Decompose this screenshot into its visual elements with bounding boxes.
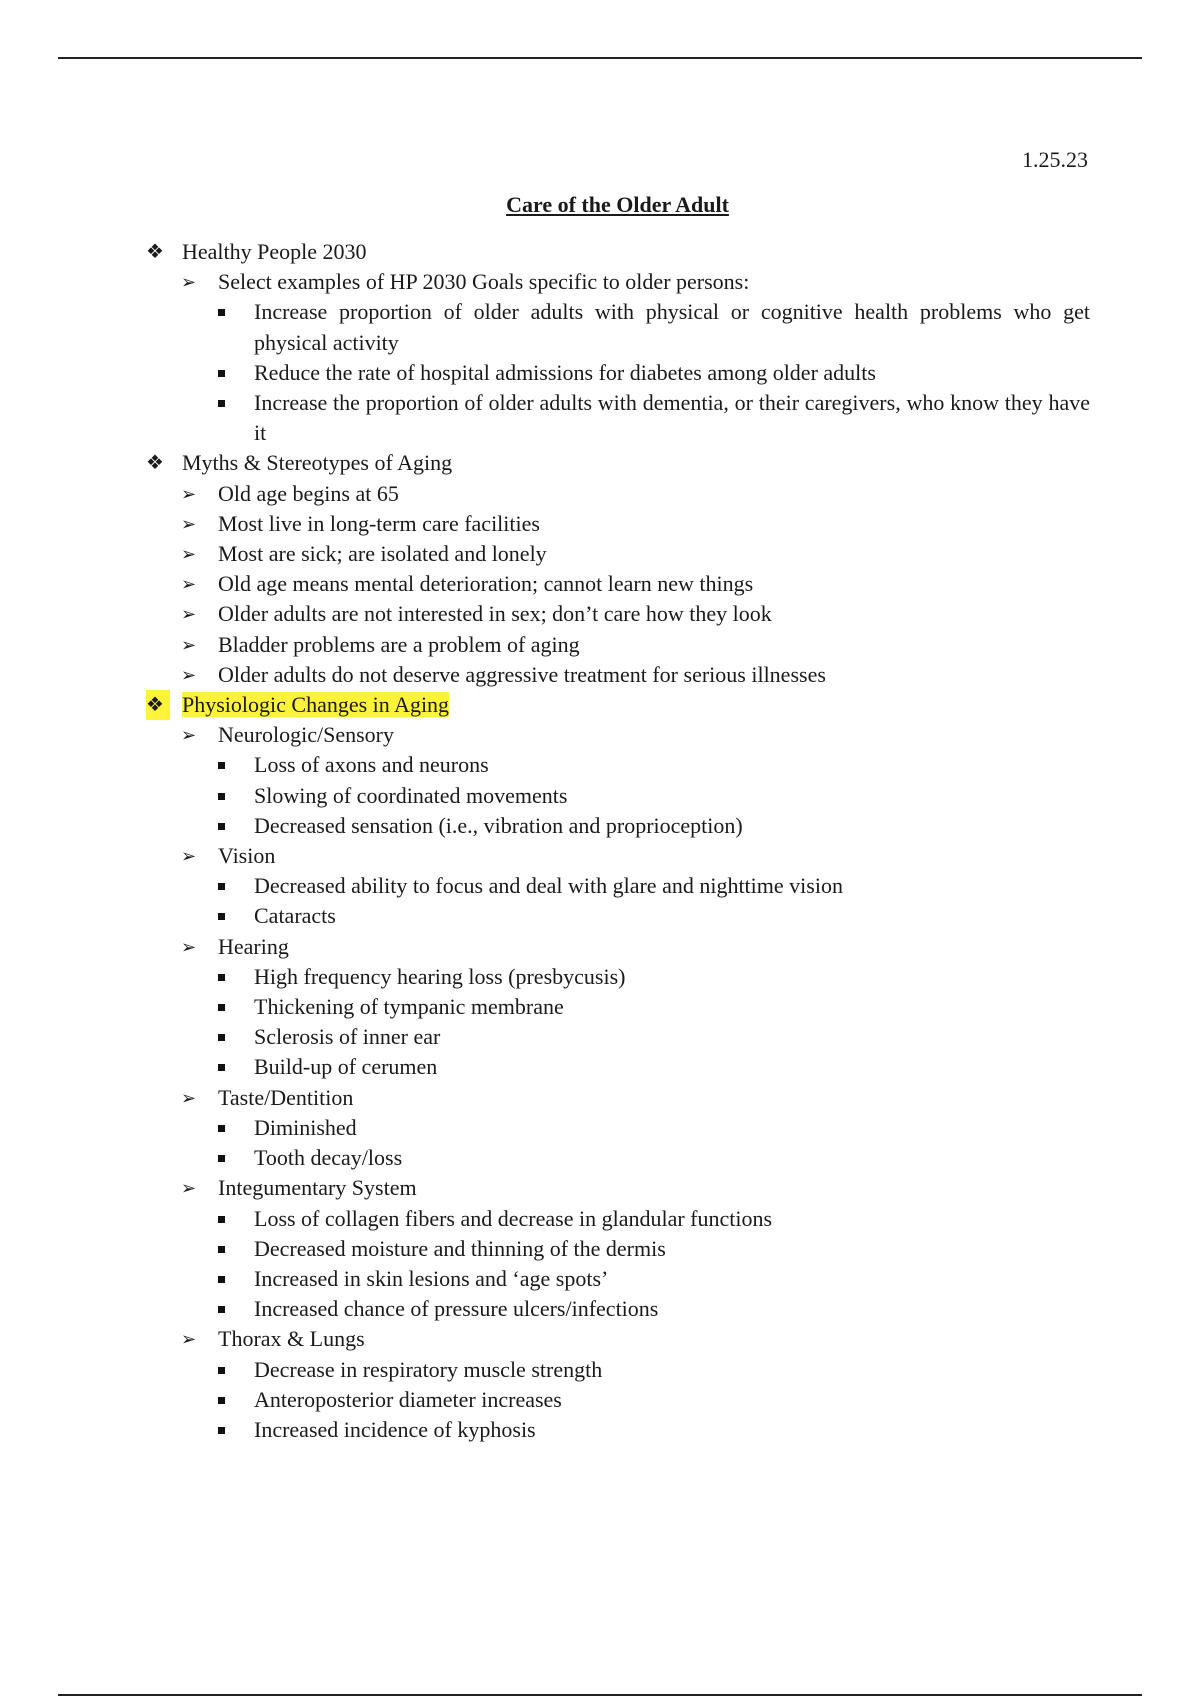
list-item-text: Vision bbox=[218, 843, 276, 869]
list-item-text: Older adults do not deserve aggressive treatment for serious illnesses bbox=[218, 661, 826, 687]
list-item-text: Neurologic/Sensory bbox=[218, 722, 394, 748]
sub-list-item-text: Increase proportion of older adults with physical or cognitive health problems who get physical activity bbox=[254, 299, 1090, 355]
list-item bbox=[146, 932, 1090, 962]
square-bullet-icon bbox=[218, 750, 228, 780]
bottom-rule bbox=[58, 1694, 1142, 1696]
sub-list-item-text: Increased incidence of kyphosis bbox=[254, 1416, 536, 1442]
square-bullet-icon bbox=[218, 811, 228, 841]
sub-list-item-text: Decreased ability to focus and deal with glare and nighttime vision bbox=[254, 873, 843, 899]
list-item bbox=[146, 509, 1090, 539]
sub-list-item-text: Loss of axons and neurons bbox=[254, 752, 489, 778]
sub-list-item-text: Decreased moisture and thinning of the dermis bbox=[254, 1235, 666, 1261]
list-item bbox=[146, 630, 1090, 660]
square-bullet-icon bbox=[218, 901, 228, 931]
sub-list-item bbox=[146, 1355, 1090, 1385]
square-bullet-icon bbox=[218, 1143, 228, 1173]
sub-list-item bbox=[146, 781, 1090, 811]
arrowhead-bullet-icon: ➢ bbox=[181, 574, 197, 595]
list-item-text: Bladder problems are a problem of aging bbox=[218, 631, 580, 657]
diamond-bullet-icon: ❖ bbox=[146, 452, 164, 475]
sub-list-item bbox=[146, 1234, 1090, 1264]
arrowhead-bullet-icon: ➢ bbox=[181, 544, 197, 565]
list-item bbox=[146, 569, 1090, 599]
list-item-text: Old age means mental deterioration; cannot learn new things bbox=[218, 571, 754, 597]
sub-list-item-text: Reduce the rate of hospital admissions for diabetes among older adults bbox=[254, 359, 876, 385]
arrowhead-bullet-icon: ➢ bbox=[181, 1329, 197, 1350]
sub-list-item bbox=[146, 1294, 1090, 1324]
section-heading-text: Myths & Stereotypes of Aging bbox=[182, 450, 453, 476]
list-item-text: Most live in long-term care facilities bbox=[218, 510, 540, 536]
list-item-text: Taste/Dentition bbox=[218, 1084, 354, 1110]
section-heading bbox=[146, 690, 1090, 720]
arrowhead-bullet-icon: ➢ bbox=[181, 936, 197, 957]
section-heading-text: Physiologic Changes in Aging bbox=[182, 692, 450, 718]
section-heading bbox=[146, 448, 1090, 478]
square-bullet-icon bbox=[218, 1113, 228, 1143]
top-rule bbox=[58, 57, 1142, 59]
list-item-text: Thorax & Lungs bbox=[218, 1326, 365, 1352]
square-bullet-icon bbox=[218, 781, 228, 811]
arrowhead-bullet-icon: ➢ bbox=[181, 604, 197, 625]
arrowhead-bullet-icon: ➢ bbox=[181, 483, 197, 504]
square-bullet-icon bbox=[218, 1294, 228, 1324]
list-item-text: Most are sick; are isolated and lonely bbox=[218, 541, 547, 567]
outline-list bbox=[146, 237, 1090, 1445]
sub-list-item bbox=[146, 992, 1090, 1022]
square-bullet-icon bbox=[218, 1204, 228, 1234]
square-bullet-icon bbox=[218, 1234, 228, 1264]
list-item bbox=[146, 1173, 1090, 1203]
sub-list-item-text: Sclerosis of inner ear bbox=[254, 1024, 441, 1050]
square-bullet-icon bbox=[218, 1415, 228, 1445]
sub-list-item-text: Increased chance of pressure ulcers/infections bbox=[254, 1296, 659, 1322]
list-item-text: Integumentary System bbox=[218, 1175, 417, 1201]
square-bullet-icon bbox=[218, 388, 228, 418]
sub-list-item bbox=[146, 1113, 1090, 1143]
arrowhead-bullet-icon: ➢ bbox=[181, 272, 197, 293]
sub-list-item bbox=[146, 1264, 1090, 1294]
square-bullet-icon bbox=[218, 871, 228, 901]
diamond-bullet-icon: ❖ bbox=[146, 241, 164, 263]
square-bullet-icon bbox=[218, 297, 228, 327]
sub-list-item bbox=[146, 962, 1090, 992]
sub-list-item bbox=[146, 297, 1090, 357]
list-item bbox=[146, 479, 1090, 509]
sub-list-item bbox=[146, 358, 1090, 388]
sub-list-item bbox=[146, 1385, 1090, 1415]
arrowhead-bullet-icon: ➢ bbox=[181, 846, 197, 867]
list-item bbox=[146, 720, 1090, 750]
sub-list-item bbox=[146, 871, 1090, 901]
diamond-bullet-icon: ❖ bbox=[146, 690, 170, 720]
list-item-text: Old age begins at 65 bbox=[218, 480, 399, 506]
sub-list-item-text: Increased in skin lesions and ‘age spots’ bbox=[254, 1265, 609, 1291]
sub-list-item-text: Loss of collagen fibers and decrease in glandular functions bbox=[254, 1205, 773, 1231]
sub-list-item bbox=[146, 750, 1090, 780]
sub-list-item bbox=[146, 1415, 1090, 1445]
page-title: Care of the Older Adult bbox=[506, 192, 729, 217]
sub-list-item-text: Decreased sensation (i.e., vibration and proprioception) bbox=[254, 812, 743, 838]
list-item-text: Select examples of HP 2030 Goals specific to older persons: bbox=[218, 269, 750, 295]
list-item bbox=[146, 660, 1090, 690]
arrowhead-bullet-icon: ➢ bbox=[181, 1178, 197, 1199]
list-item bbox=[146, 841, 1090, 871]
list-item bbox=[146, 539, 1090, 569]
sub-list-item-text: Cataracts bbox=[254, 903, 336, 929]
sub-list-item-text: Decrease in respiratory muscle strength bbox=[254, 1356, 603, 1382]
section-heading-text: Healthy People 2030 bbox=[182, 239, 367, 264]
square-bullet-icon bbox=[218, 1052, 228, 1082]
sub-list-item-text: Build-up of cerumen bbox=[254, 1054, 438, 1080]
square-bullet-icon bbox=[218, 992, 228, 1022]
list-item-text: Older adults are not interested in sex; don’t care how they look bbox=[218, 601, 772, 627]
sub-list-item bbox=[146, 1052, 1090, 1082]
sub-list-item bbox=[146, 388, 1090, 448]
square-bullet-icon bbox=[218, 1385, 228, 1415]
arrowhead-bullet-icon: ➢ bbox=[181, 664, 197, 685]
arrowhead-bullet-icon: ➢ bbox=[181, 513, 197, 534]
sub-list-item bbox=[146, 1022, 1090, 1052]
sub-list-item-text: Diminished bbox=[254, 1114, 357, 1140]
arrowhead-bullet-icon: ➢ bbox=[181, 1087, 197, 1108]
arrowhead-bullet-icon: ➢ bbox=[181, 725, 197, 746]
section-heading bbox=[146, 237, 1090, 267]
square-bullet-icon bbox=[218, 962, 228, 992]
sub-list-item-text: High frequency hearing loss (presbycusis) bbox=[254, 963, 626, 989]
sub-list-item-text: Slowing of coordinated movements bbox=[254, 782, 568, 808]
sub-list-item bbox=[146, 1143, 1090, 1173]
sub-list-item bbox=[146, 811, 1090, 841]
square-bullet-icon bbox=[218, 1264, 228, 1294]
list-item bbox=[146, 1083, 1090, 1113]
square-bullet-icon bbox=[218, 1022, 228, 1052]
list-item bbox=[146, 1324, 1090, 1354]
sub-list-item bbox=[146, 1204, 1090, 1234]
sub-list-item-text: Increase the proportion of older adults with dementia, or their caregivers, who know they have it bbox=[254, 390, 1090, 446]
square-bullet-icon bbox=[218, 1355, 228, 1385]
sub-list-item-text: Anteroposterior diameter increases bbox=[254, 1386, 562, 1412]
list-item bbox=[146, 599, 1090, 629]
square-bullet-icon bbox=[218, 358, 228, 388]
sub-list-item-text: Thickening of tympanic membrane bbox=[254, 994, 564, 1020]
document-date: 1.25.23 bbox=[1022, 147, 1088, 172]
sub-list-item-text: Tooth decay/loss bbox=[254, 1145, 403, 1171]
arrowhead-bullet-icon: ➢ bbox=[181, 634, 197, 655]
list-item-text: Hearing bbox=[218, 933, 289, 959]
list-item bbox=[146, 267, 1090, 297]
sub-list-item bbox=[146, 901, 1090, 931]
outline bbox=[146, 237, 1090, 1445]
